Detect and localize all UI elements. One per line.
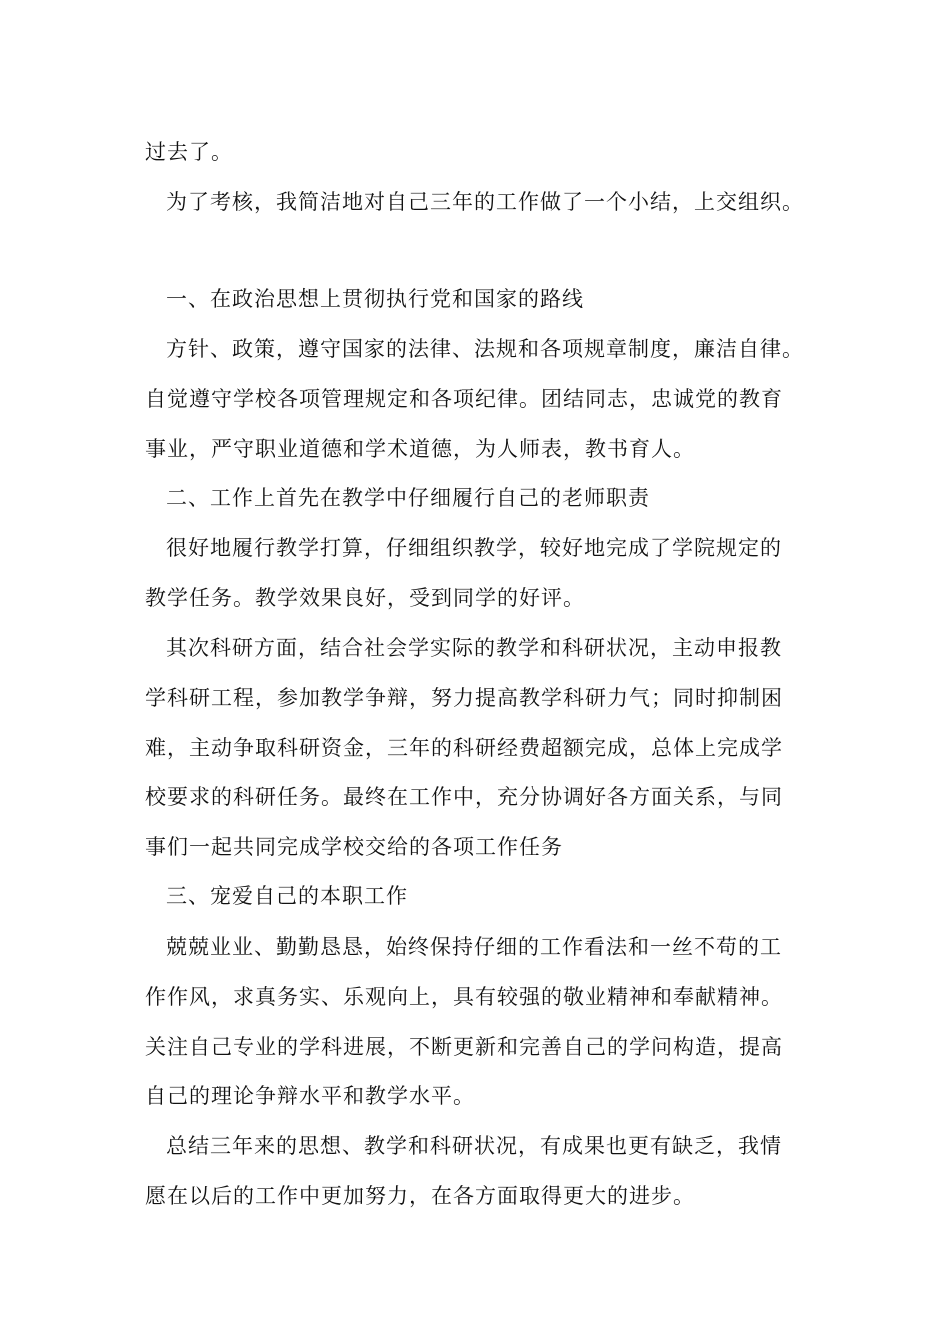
text-line: 学科研工程，参加教学争辩，努力提高教学科研力气；同时抑制困 (145, 686, 783, 710)
text-line: 愿在以后的工作中更加努力，在各方面取得更大的进步。 (145, 1184, 695, 1208)
text-line: 总结三年来的思想、教学和科研状况，有成果也更有缺乏，我情 (166, 1134, 782, 1158)
text-line: 作作风，求真务实、乐观向上，具有较强的敬业精神和奉献精神。 (145, 985, 783, 1009)
text-line: 为了考核，我简洁地对自己三年的工作做了一个小结，上交组织。 (166, 190, 804, 214)
text-line: 关注自己专业的学科进展，不断更新和完善自己的学问构造，提高 (145, 1035, 783, 1059)
text-line: 事们一起共同完成学校交给的各项工作任务 (145, 835, 563, 859)
text-line: 很好地履行教学打算，仔细组织教学，较好地完成了学院规定的 (166, 536, 782, 560)
text-line: 其次科研方面，结合社会学实际的教学和科研状况，主动申报教 (166, 636, 782, 660)
text-line: 教学任务。教学效果良好，受到同学的好评。 (145, 586, 585, 610)
section-heading: 一、在政治思想上贯彻执行党和国家的路线 (166, 287, 584, 311)
text-line: 校要求的科研任务。最终在工作中，充分协调好各方面关系，与同 (145, 785, 783, 809)
text-line: 方针、政策，遵守国家的法律、法规和各项规章制度，廉洁自律。 (166, 337, 804, 361)
section-heading: 三、宠爱自己的本职工作 (166, 884, 408, 908)
text-line: 自己的理论争辩水平和教学水平。 (145, 1084, 475, 1108)
text-line: 兢兢业业、勤勤恳恳，始终保持仔细的工作看法和一丝不苟的工 (166, 935, 782, 959)
section-heading: 二、工作上首先在教学中仔细履行自己的老师职责 (166, 486, 650, 510)
text-line: 自觉遵守学校各项管理规定和各项纪律。团结同志，忠诚党的教育 (145, 387, 783, 411)
text-line: 过去了。 (145, 140, 233, 164)
text-line: 难，主动争取科研资金，三年的科研经费超额完成，总体上完成学 (145, 736, 783, 760)
text-line: 事业，严守职业道德和学术道德，为人师表，教书育人。 (145, 437, 695, 461)
